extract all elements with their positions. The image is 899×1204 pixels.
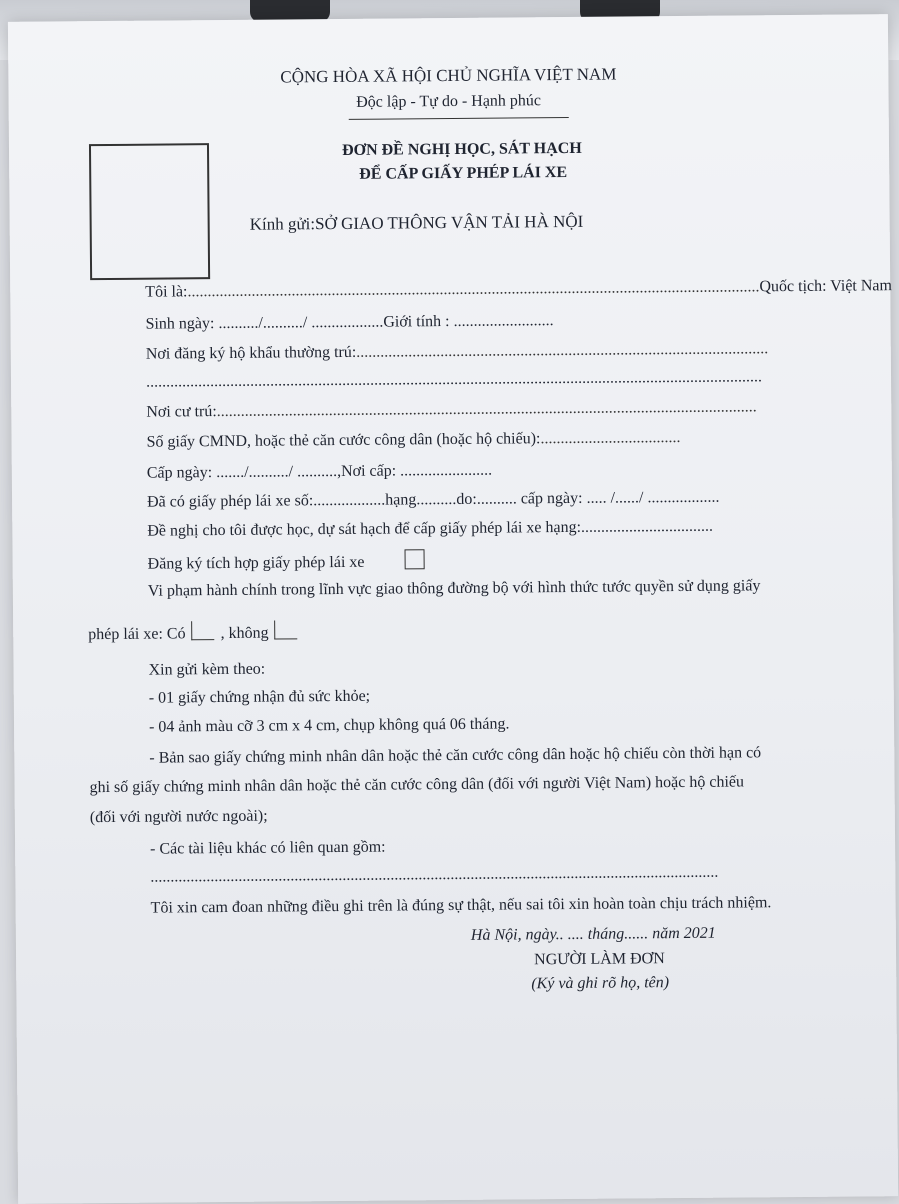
attachment-item-3-line1: - Bản sao giấy chứng minh nhân dân hoặc thẻ căn cước công dân hoặc hộ chiếu còn thời hạn có: [149, 744, 762, 767]
integrate-row: [148, 549, 425, 574]
form-title-line2: ĐỂ CẤP GIẤY PHÉP LÁI XE: [359, 163, 568, 183]
attachment-item-1: - 01 giấy chứng nhận đủ sức khỏe;: [148, 687, 371, 707]
attachment-item-2: - 04 ảnh màu cỡ 3 cm x 4 cm, chụp không quá 06 tháng.: [148, 715, 510, 736]
license-row[interactable]: Đã có giấy phép lái xe số:..................hạng..........do:.......... cấp ngày: ..... /....../ ..................: [147, 488, 720, 511]
residence-field-2[interactable]: ..........................................................................................................................................................: [145, 368, 763, 391]
id-label: Số giấy CMND, hoặc thẻ căn cước công dân (hoặc hộ chiếu):: [146, 430, 541, 451]
attachment-item-4-field[interactable]: ..............................................................................................................................................: [150, 863, 719, 886]
motto-underline: [349, 117, 569, 120]
id-field[interactable]: ...................................: [540, 429, 681, 448]
attachment-item-3-line3: (đối với người nước ngoài);: [89, 807, 268, 827]
violation-line2: [88, 620, 300, 645]
commitment: Tôi xin cam đoan những điều ghi trên là đúng sự thật, nếu sai tôi xin hoàn toàn chịu trách nhiệm.: [150, 894, 772, 917]
attachment-item-3-line2: ghi số giấy chứng minh nhân dân hoặc thẻ căn cước công dân (đối với người Việt Nam) hoặc hộ chiếu: [89, 773, 745, 797]
name-label: Tôi là:: [145, 283, 188, 301]
name-row: [145, 276, 892, 303]
violation-mid: , không: [220, 624, 269, 643]
signature-note: (Ký và ghi rõ họ, tên): [531, 974, 670, 993]
current-residence-row: [146, 397, 757, 422]
attachments-heading: Xin gửi kèm theo:: [148, 660, 266, 679]
issue-row[interactable]: Cấp ngày: ......./........../ ..........,Nơi cấp: .......................: [146, 461, 493, 482]
residence-label: Nơi đăng ký hộ khẩu thường trú:: [145, 343, 357, 363]
country-heading: CỘNG HÒA XÃ HỘI CHỦ NGHĨA VIỆT NAM: [280, 64, 617, 87]
motto: Độc lập - Tự do - Hạnh phúc: [356, 92, 542, 111]
current-residence-field[interactable]: .......................................................................................................................................: [216, 398, 757, 421]
integrate-label: Đăng ký tích hợp giấy phép lái xe: [147, 553, 365, 573]
violation-line1: Vi phạm hành chính trong lĩnh vực giao thông đường bộ với hình thức tước quyền sử dụng giấy: [147, 577, 761, 600]
form-paper: [8, 14, 898, 1204]
request-row[interactable]: Đề nghị cho tôi được học, dự sát hạch để cấp giấy phép lái xe hạng:.................................: [147, 517, 714, 540]
residence-field[interactable]: .......................................................................................................: [356, 340, 769, 361]
violation-no-checkbox[interactable]: [274, 620, 297, 639]
recipient: Kính gửi:SỞ GIAO THÔNG VẬN TẢI HÀ NỘI: [249, 211, 584, 234]
integrate-checkbox[interactable]: [404, 549, 424, 569]
signer-title: NGƯỜI LÀM ĐƠN: [534, 950, 665, 969]
id-row: [146, 428, 680, 453]
form-title-line1: ĐƠN ĐỀ NGHỊ HỌC, SÁT HẠCH: [341, 139, 582, 159]
residence-row: [146, 339, 769, 364]
attachment-item-4: - Các tài liệu khác có liên quan gồm:: [150, 838, 386, 858]
place-date: Hà Nội, ngày.. .... tháng...... năm 2021: [470, 924, 716, 944]
violation-yes-checkbox[interactable]: [191, 621, 214, 640]
nationality: Quốc tịch: Việt Nam: [759, 277, 893, 296]
current-residence-label: Nơi cư trú:: [146, 403, 217, 421]
violation-prefix: phép lái xe: Có: [88, 625, 186, 644]
name-field[interactable]: ...............................................................................................................................................: [187, 278, 760, 301]
photo-box: [89, 143, 210, 280]
dob-row[interactable]: Sinh ngày: ........../........../ ..................Giới tính : .........................: [145, 312, 554, 333]
